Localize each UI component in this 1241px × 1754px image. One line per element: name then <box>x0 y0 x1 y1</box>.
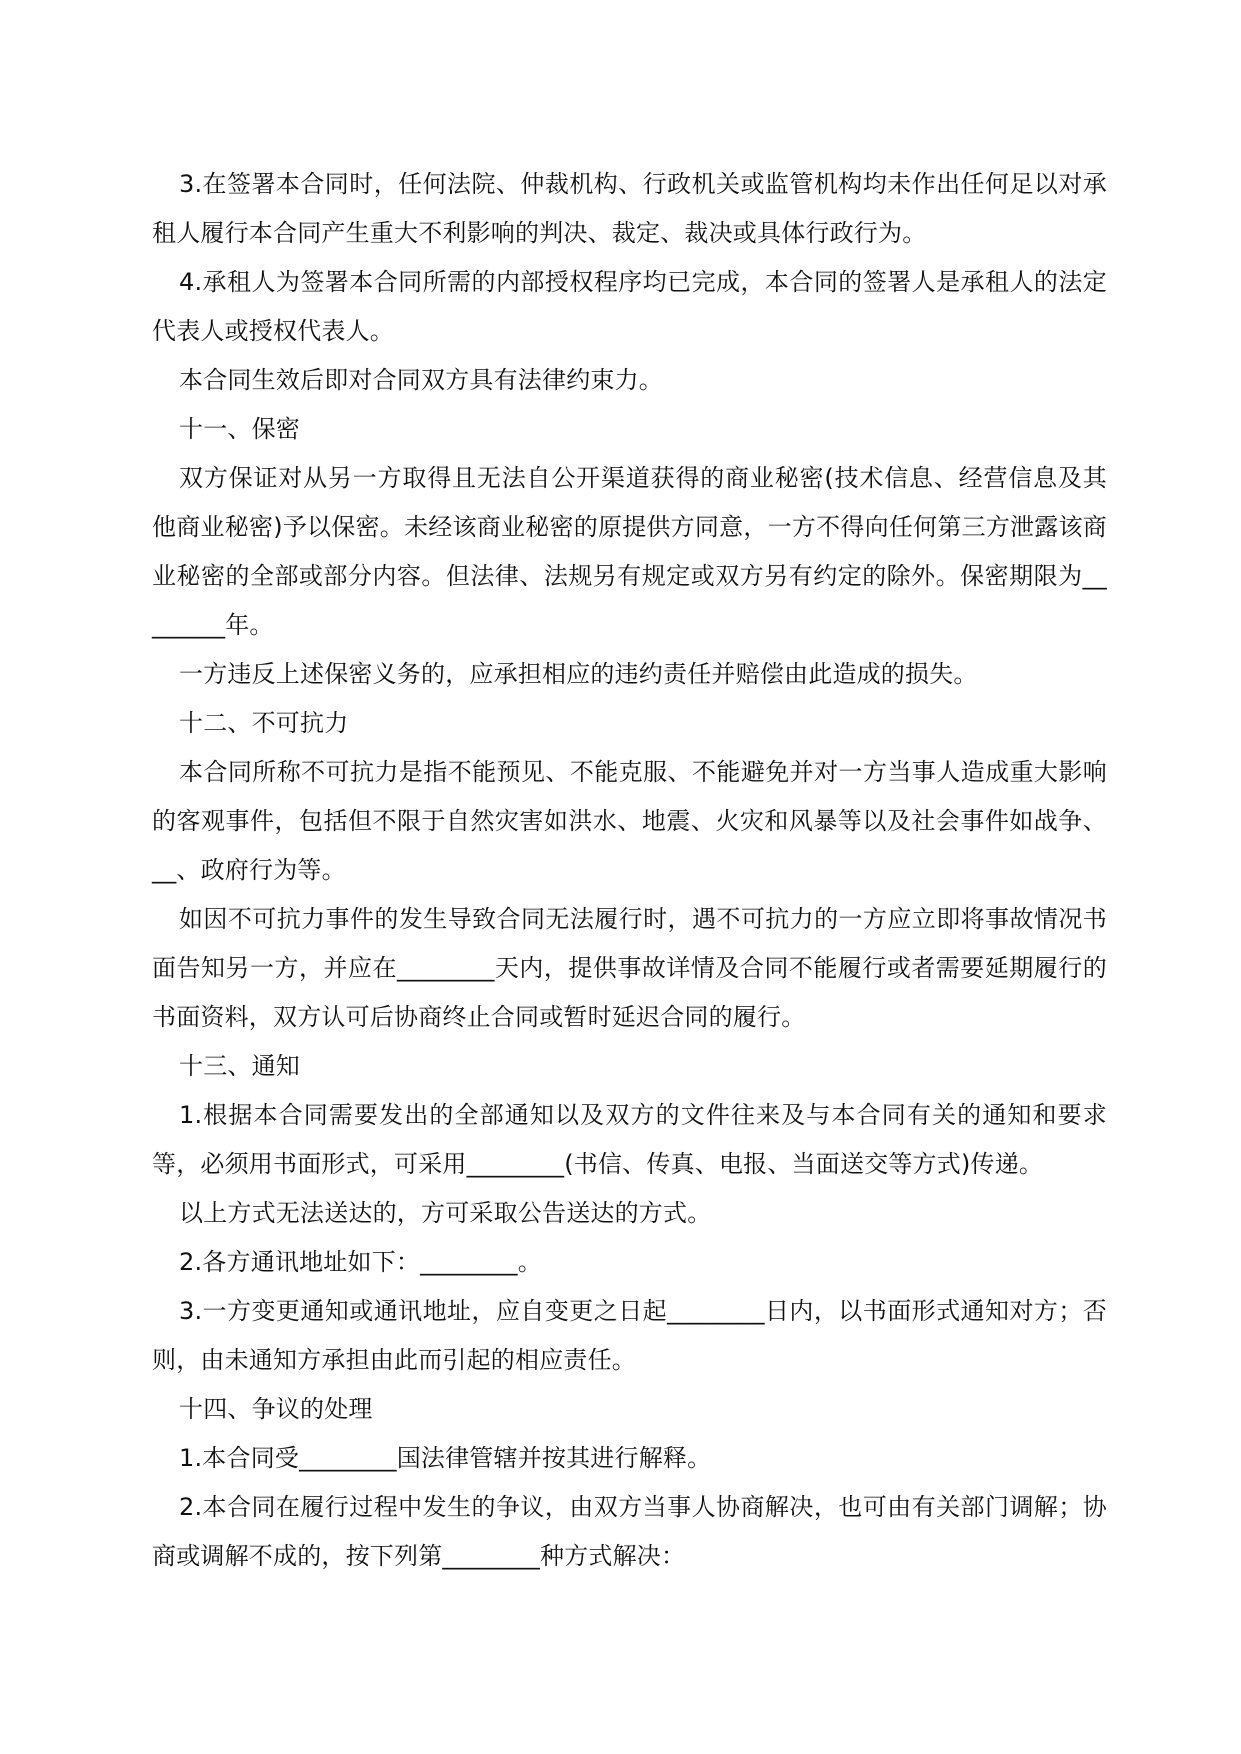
section-heading-confidentiality: 十一、保密 <box>179 415 300 443</box>
binding-effect-paragraph: 本合同生效后即对合同双方具有法律约束力。 <box>179 366 663 394</box>
section-heading-force-majeure: 十二、不可抗力 <box>179 709 349 737</box>
clause-3-no-adverse-ruling: 3.在签署本合同时，任何法院、仲裁机构、行政机关或监管机构均未作出任何足以对承租人履行本合同产生重大不利影响的判决、裁定、裁决或具体行政行为。 <box>152 170 1107 247</box>
force-majeure-notice-paragraph: 如因不可抗力事件的发生导致合同无法履行时，遇不可抗力的一方应立即将事故情况书面告知另一方，并应在________天内，提供事故详情及合同不能履行或者需要延期履行的书面资料，双方认可后协商终止合同或暂时延迟合同的履行。 <box>152 905 1107 1031</box>
notices-public-announcement-paragraph: 以上方式无法送达的，方可采取公告送达的方式。 <box>179 1199 712 1227</box>
dispute-clause-2-negotiation: 2.本合同在履行过程中发生的争议，由双方当事人协商解决，也可由有关部门调解；协商或调解不成的，按下列第________种方式解决： <box>152 1493 1107 1570</box>
clause-4-internal-authorization: 4.承租人为签署本合同所需的内部授权程序均已完成，本合同的签署人是承租人的法定代表人或授权代表人。 <box>152 268 1107 345</box>
section-heading-notices: 十三、通知 <box>179 1052 300 1080</box>
force-majeure-definition-paragraph: 本合同所称不可抗力是指不能预见、不能克服、不能避免并对一方当事人造成重大影响的客观事件，包括但不限于自然灾害如洪水、地震、火灾和风暴等以及社会事件如战争、__、政府行为等。 <box>152 758 1107 884</box>
confidentiality-breach-paragraph: 一方违反上述保密义务的，应承担相应的违约责任并赔偿由此造成的损失。 <box>179 660 978 688</box>
notices-clause-3-address-change: 3.一方变更通知或通讯地址，应自变更之日起________日内，以书面形式通知对方；否则，由未通知方承担由此而引起的相应责任。 <box>152 1297 1107 1374</box>
dispute-clause-1-governing-law: 1.本合同受________国法律管辖并按其进行解释。 <box>179 1444 712 1472</box>
confidentiality-paragraph: 双方保证对从另一方取得且无法自公开渠道获得的商业秘密(技术信息、经营信息及其他商业秘密)予以保密。未经该商业秘密的原提供方同意，一方不得向任何第三方泄露该商业秘密的全部或部分内容。但法律、法规另有规定或双方另有约定的除外。保密期限为________年。 <box>152 464 1107 639</box>
section-heading-dispute-resolution: 十四、争议的处理 <box>179 1395 373 1423</box>
notices-clause-1: 1.根据本合同需要发出的全部通知以及双方的文件往来及与本合同有关的通知和要求等，必须用书面形式，可采用________(书信、传真、电报、当面送交等方式)传递。 <box>152 1101 1107 1178</box>
notices-clause-2-addresses: 2.各方通讯地址如下：________。 <box>179 1248 542 1276</box>
document-body <box>152 160 1107 1581</box>
